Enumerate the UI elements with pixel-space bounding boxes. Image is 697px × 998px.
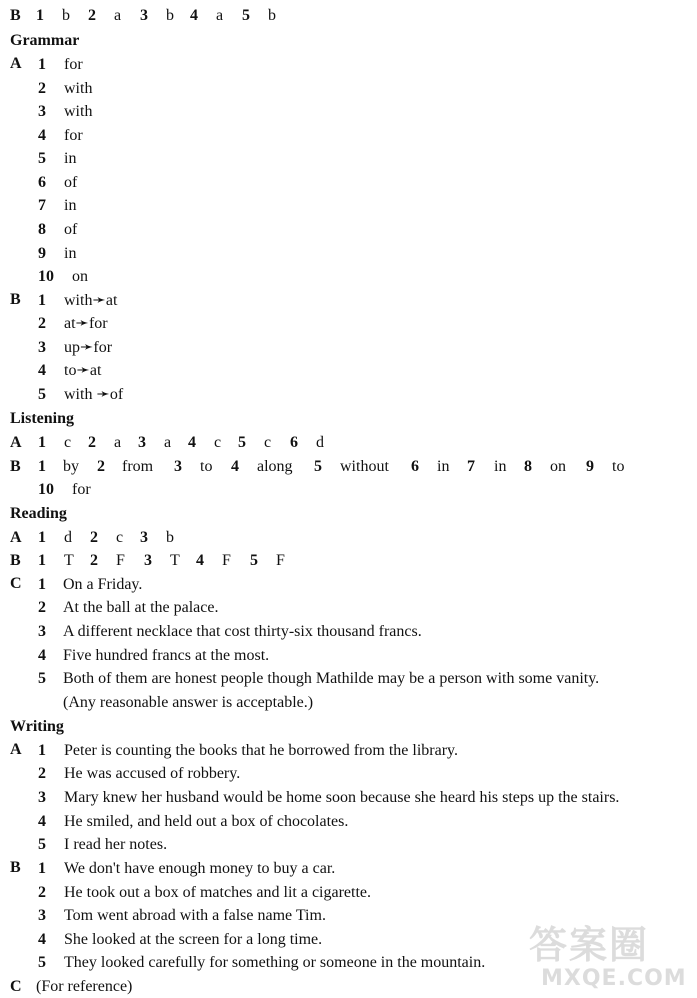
section-letter: B bbox=[10, 552, 21, 569]
section-letter: A bbox=[10, 434, 22, 451]
section-letter: A bbox=[10, 55, 22, 72]
writing-heading: Writing bbox=[10, 718, 64, 735]
grammar-heading: Grammar bbox=[10, 32, 80, 49]
item-number: 3 bbox=[140, 7, 148, 24]
item-answer: a bbox=[114, 7, 122, 24]
section-letter: B bbox=[10, 7, 21, 24]
section-letter: A bbox=[10, 529, 22, 546]
watermark-top-text: 答案圈 bbox=[529, 923, 650, 967]
section-letter: B bbox=[10, 291, 21, 308]
listening-heading: Listening bbox=[10, 410, 75, 427]
reading-heading: Reading bbox=[10, 505, 67, 522]
item-number: 2 bbox=[88, 7, 96, 24]
item-answer: b bbox=[166, 7, 174, 24]
watermark-logo bbox=[529, 914, 687, 994]
item-answer: a bbox=[216, 7, 224, 24]
item-number: 1 bbox=[36, 7, 44, 24]
section-letter: C bbox=[10, 978, 22, 995]
writing-c-text: (For reference) bbox=[36, 978, 133, 995]
section-letter: B bbox=[10, 859, 21, 876]
item-answer: b bbox=[62, 7, 70, 24]
section-letter: A bbox=[10, 741, 22, 758]
watermark-bottom-text: MXQE.COM bbox=[541, 966, 687, 991]
section-letter: C bbox=[10, 575, 22, 592]
item-number: 5 bbox=[242, 7, 250, 24]
item-answer: b bbox=[268, 7, 276, 24]
section-letter: B bbox=[10, 458, 21, 475]
item-number: 4 bbox=[190, 7, 198, 24]
